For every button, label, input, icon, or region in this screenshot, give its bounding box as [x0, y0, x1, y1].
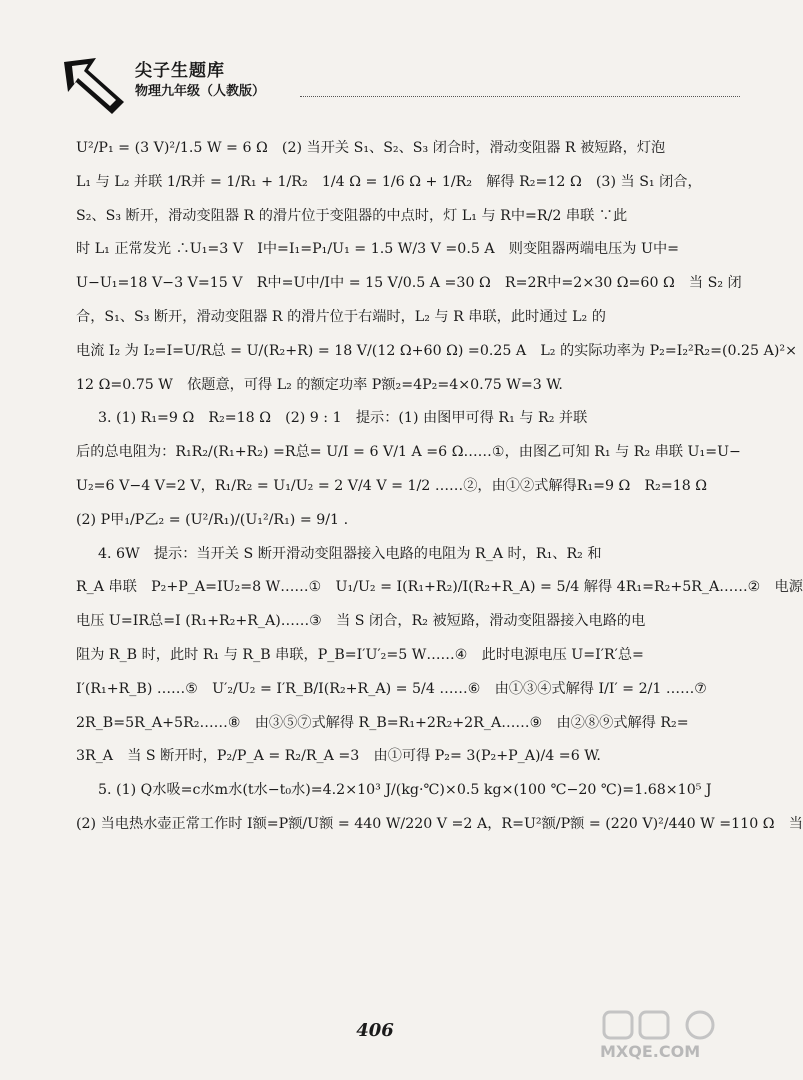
watermark — [600, 1008, 745, 1070]
text-line: 电流 I₂ 为 I₂=I=U/R总 = U/(R₂+R) = 18 V/(12 Ω+60 Ω) =0.25 A L₂ 的实际功率为 P₂=I₂²R₂=(0.25 A)²× — [76, 342, 797, 359]
text-line: 时 L₁ 正常发光 ∴U₁=3 V I中=I₁=P₁/U₁ = 1.5 W/3 V =0.5 A 则变阻器两端电压为 U中= — [76, 241, 680, 258]
text-line: 3R_A 当 S 断开时，P₂/P_A = R₂/R_A =3 由①可得 P₂= 3(P₂+P_A)/4 =6 W. — [76, 748, 601, 765]
text-line: 3. (1) R₁=9 Ω R₂=18 Ω (2) 9 : 1 提示：(1) 由图甲可得 R₁ 与 R₂ 并联 — [98, 410, 588, 427]
text-line: 后的总电阻为：R₁R₂/(R₁+R₂) =R总= U/I = 6 V/1 A =6 Ω……①，由图乙可知 R₁ 与 R₂ 串联 U₁=U− — [76, 444, 741, 461]
text-line: S₂、S₃ 断开，滑动变阻器 R 的滑片位于变阻器的中点时，灯 L₁ 与 R中=R/2 串联 ∵此 — [76, 207, 628, 224]
text-line: 合，S₁、S₃ 断开，滑动变阻器 R 的滑片位于右端时，L₂ 与 R 串联，此时通过 L₂ 的 — [76, 308, 606, 325]
text-line: 阻为 R_B 时，此时 R₁ 与 R_B 串联，P_B=I′U′₂=5 W……④ 此时电源电压 U=I′R′总= — [76, 646, 644, 663]
watermark-logo-icon — [600, 1008, 745, 1042]
text-line: R_A 串联 P₂+P_A=IU₂=8 W……① U₁/U₂ = I(R₁+R₂)/I(R₂+R_A) = 5/4 解得 4R₁=R₂+5R_A……② 电源 — [76, 579, 803, 596]
text-line: 电压 U=IR总=I (R₁+R₂+R_A)……③ 当 S 闭合，R₂ 被短路，滑动变阻器接入电路的电 — [76, 613, 646, 630]
text-line: 5. (1) Q水吸=c水m水(t水−t₀水)=4.2×10³ J/(kg·℃)×0.5 kg×(100 ℃−20 ℃)=1.68×10⁵ J — [98, 782, 712, 799]
header-divider — [300, 96, 740, 97]
book-subtitle: 物理九年级（人教版） — [135, 84, 266, 99]
text-line: 12 Ω=0.75 W 依题意，可得 L₂ 的额定功率 P额₂=4P₂=4×0.75 W=3 W. — [76, 376, 563, 393]
text-line: U²/P₁ = (3 V)²/1.5 W = 6 Ω (2) 当开关 S₁、S₂、S₃ 闭合时，滑动变阻器 R 被短路，灯泡 — [76, 140, 666, 156]
text-line: L₁ 与 L₂ 并联 1/R并 = 1/R₁ + 1/R₂ 1/4 Ω = 1/6 Ω + 1/R₂ 解得 R₂=12 Ω (3) 当 S₁ 闭合， — [76, 173, 702, 190]
text-line: 2R_B=5R_A+5R₂……⑧ 由③⑤⑦式解得 R_B=R₁+2R₂+2R_A……⑨ 由②⑧⑨式解得 R₂= — [76, 714, 689, 731]
answer-content — [76, 132, 803, 842]
arrow-logo-icon — [60, 56, 130, 116]
page-header — [60, 52, 700, 112]
text-line: U−U₁=18 V−3 V=15 V R中=U中/I中 = 15 V/0.5 A =30 Ω R=2R中=2×30 Ω=60 Ω 当 S₂ 闭 — [76, 275, 742, 292]
text-line: (2) 当电热水壶正常工作时 I额=P额/U额 = 440 W/220 V =2 A，R=U²额/P额 = (220 V)²/440 W =110 Ω 当 — [76, 815, 803, 832]
watermark-text: MXQE.COM — [600, 1042, 701, 1061]
book-title: 尖子生题库 — [135, 61, 225, 81]
text-line: 4. 6W 提示：当开关 S 断开滑动变阻器接入电路的电阻为 R_A 时，R₁、R₂ 和 — [98, 545, 602, 562]
text-line: U₂=6 V−4 V=2 V，R₁/R₂ = U₁/U₂ = 2 V/4 V = 1/2 ……②，由①②式解得R₁=9 Ω R₂=18 Ω — [76, 477, 708, 494]
page-number: 406 — [356, 1020, 394, 1041]
text-line: I′(R₁+R_B) ……⑤ U′₂/U₂ = I′R_B/I(R₂+R_A) = 5/4 ……⑥ 由①③④式解得 I/I′ = 2/1 ……⑦ — [76, 680, 708, 697]
text-line: (2) P甲₁/P乙₂ = (U²/R₁)/(U₁²/R₁) = 9/1 . — [76, 511, 349, 528]
